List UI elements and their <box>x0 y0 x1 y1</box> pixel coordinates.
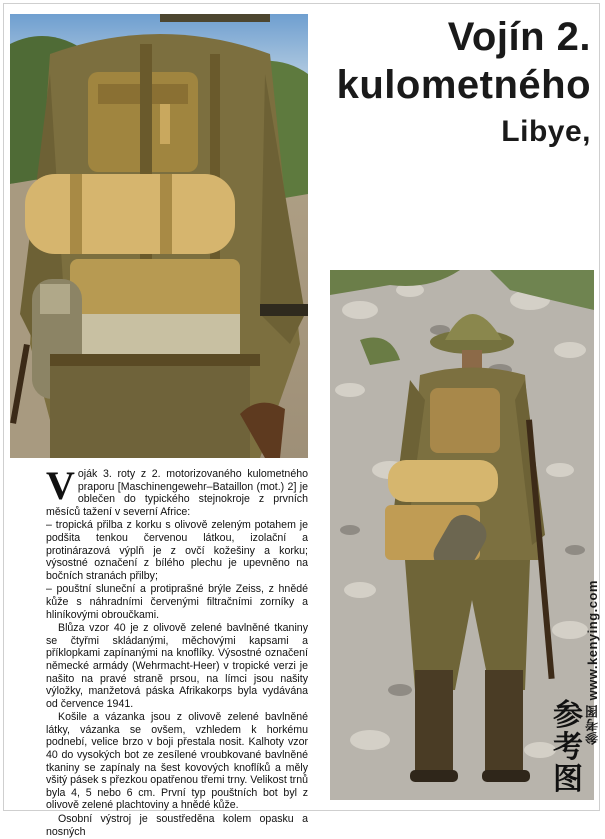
paragraph-intro-text: oják 3. roty z 2. motorizovaného kulometného praporu [Maschinengewehr–Bataillon (mot.) 2] je oblečen do typického stejnokroje z prvních měsíců tažení v severní Africe: <box>46 468 308 518</box>
title-line-2: kulometného <box>336 63 591 107</box>
paragraph-tunic: Blůza vzor 40 je z olivově zelené bavlněné tkaniny se čtyřmi skládanými, měchovými kapsami a příklopkami zapínanými na knoflíky. Výsostné označení německé armády (Wehrmacht-Heer) v tropické verzi je našito na pravé straně prsou, na límci jsou našity výložky, manžetová páska Afrikakorps byla vydávána od července 1941. <box>46 622 308 710</box>
paragraph-goggles: – pouštní sluneční a protiprašné brýle Zeiss, z hnědé kůže s náhradními červenými filtračními zorníky a hliníkovými obroučkami. <box>46 583 308 621</box>
photo-soldier-back <box>10 14 308 458</box>
title-line-3: Libye, <box>501 115 591 148</box>
page-title <box>337 14 591 154</box>
title-line-1: Vojín 2. <box>447 15 591 59</box>
paragraph-shirt-trousers: Košile a vázanka jsou z olivově zelené bavlněné látky, vázanka se ovšem, vzhledem k horkému podnebí, velice brzo v boji přestala nosit. Kalhoty vzor 40 do vysokých bot ze zesílené vroubkované bavlněné tkaniny se zapínaly na šest kovových knoflíků a měly všitý pásek s přezkou opatřenou třemi trny. Velikost trnů byla 4, 5 nebo 6 cm. První typ pouštních bot byl z olivově zelené plachtoviny a hnědé kůže. <box>46 711 308 812</box>
dropcap: V <box>46 463 75 508</box>
paragraph-equipment: Osobní výstroj je soustředěna kolem opasku a nosných <box>46 813 308 838</box>
watermark-chinese: 参考图 <box>553 698 583 797</box>
watermark-url: 参考图 www.kenying.com <box>585 580 600 746</box>
article-body <box>46 463 308 839</box>
photo-soldier-back-image <box>10 14 308 458</box>
paragraph-intro <box>46 463 308 518</box>
paragraph-helmet: – tropická přilba z korku s olivově zeleným potahem je podšita tenkou červenou látkou, izolační a protinárazová výplň je z ovčí kožešiny a korku; výsostné označení z bílého plechu je upevněno na bočních stranách přilby; <box>46 519 308 582</box>
